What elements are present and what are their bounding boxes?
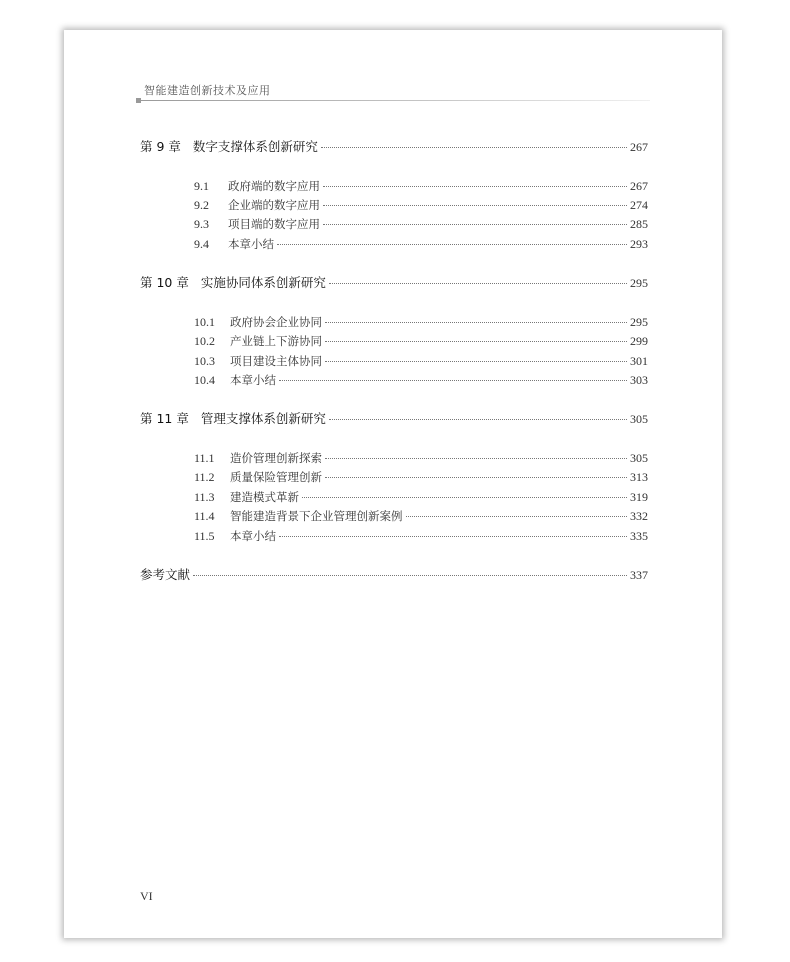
page-number: 335 — [630, 529, 648, 543]
section-number: 11.4 — [194, 509, 215, 523]
section-title: 企业端的数字应用 — [228, 198, 320, 212]
toc-section-9-3[interactable] — [194, 216, 648, 232]
page-number: 267 — [630, 140, 648, 154]
section-number: 10.2 — [194, 334, 215, 348]
dot-leader — [325, 341, 627, 342]
page-number: 295 — [630, 276, 648, 290]
toc-section-10-3[interactable] — [194, 353, 648, 369]
dot-leader — [329, 419, 627, 420]
page-number: 285 — [630, 217, 648, 231]
section-title: 造价管理创新探索 — [230, 451, 322, 465]
page-number: 267 — [630, 179, 648, 193]
section-number: 11.5 — [194, 529, 215, 543]
toc-section-10-4[interactable] — [194, 372, 648, 388]
dot-leader — [323, 186, 627, 187]
page-number: 303 — [630, 373, 648, 387]
dot-leader — [277, 244, 627, 245]
dot-leader — [279, 380, 627, 381]
toc-section-9-4[interactable] — [194, 236, 648, 252]
page-number: 299 — [630, 334, 648, 348]
chapter-number: 第 10 章 — [140, 275, 189, 290]
dot-leader — [323, 205, 627, 206]
section-title: 本章小结 — [228, 237, 274, 251]
chapter-title: 数字支撑体系创新研究 — [192, 139, 318, 154]
dot-leader — [406, 516, 628, 517]
section-title: 本章小结 — [230, 529, 276, 543]
section-number: 11.2 — [194, 470, 215, 484]
section-title: 质量保险管理创新 — [230, 470, 322, 484]
toc-section-11-3[interactable] — [194, 489, 648, 505]
page-number: 313 — [630, 470, 648, 484]
page-number: 305 — [630, 451, 648, 465]
toc-chapter-9[interactable] — [140, 139, 648, 155]
chapter-title: 实施协同体系创新研究 — [200, 275, 326, 290]
toc-section-9-2[interactable] — [194, 197, 648, 213]
page-number: 274 — [630, 198, 648, 212]
section-number: 9.4 — [194, 237, 209, 251]
toc-section-10-1[interactable] — [194, 314, 648, 330]
dot-leader — [321, 147, 627, 148]
page-number: 332 — [630, 509, 648, 523]
toc-section-11-1[interactable] — [194, 450, 648, 466]
section-number: 11.3 — [194, 490, 215, 504]
section-number: 10.4 — [194, 373, 215, 387]
running-head-rule — [138, 100, 650, 101]
page-number: 337 — [630, 568, 648, 582]
dot-leader — [193, 575, 627, 576]
dot-leader — [323, 224, 627, 225]
section-title: 产业链上下游协同 — [230, 334, 322, 348]
dot-leader — [325, 477, 627, 478]
chapter-number: 第 11 章 — [140, 411, 189, 426]
page-number: 305 — [630, 412, 648, 426]
section-number: 9.1 — [194, 179, 209, 193]
running-head: 智能建造创新技术及应用 — [144, 84, 271, 97]
page-number: 319 — [630, 490, 648, 504]
section-number: 11.1 — [194, 451, 215, 465]
dot-leader — [325, 322, 627, 323]
section-number: 10.3 — [194, 354, 215, 368]
toc-section-10-2[interactable] — [194, 333, 648, 349]
toc-chapter-10[interactable] — [140, 275, 648, 291]
dot-leader — [279, 536, 627, 537]
page-number: 295 — [630, 315, 648, 329]
section-number: 10.1 — [194, 315, 215, 329]
toc-chapter-11[interactable] — [140, 411, 648, 427]
section-title: 项目建设主体协同 — [230, 354, 322, 368]
dot-leader — [325, 458, 627, 459]
section-title: 建造模式革新 — [230, 490, 299, 504]
toc-section-9-1[interactable] — [194, 178, 648, 194]
chapter-title: 管理支撑体系创新研究 — [200, 411, 326, 426]
dot-leader — [302, 497, 627, 498]
section-title: 项目端的数字应用 — [228, 217, 320, 231]
section-number: 9.2 — [194, 198, 209, 212]
toc-section-11-2[interactable] — [194, 469, 648, 485]
page-number: 293 — [630, 237, 648, 251]
section-title: 智能建造背景下企业管理创新案例 — [230, 509, 403, 523]
section-title: 本章小结 — [230, 373, 276, 387]
folio-page-number: VI — [140, 889, 153, 903]
chapter-number: 第 9 章 — [140, 139, 181, 154]
toc-section-11-5[interactable] — [194, 528, 648, 544]
toc-section-11-4[interactable] — [194, 508, 648, 524]
section-title: 政府端的数字应用 — [228, 179, 320, 193]
references-title: 参考文献 — [140, 567, 191, 582]
toc-references[interactable] — [140, 567, 648, 583]
page-number: 301 — [630, 354, 648, 368]
section-number: 9.3 — [194, 217, 209, 231]
dot-leader — [325, 361, 627, 362]
dot-leader — [329, 283, 627, 284]
section-title: 政府协会企业协同 — [230, 315, 322, 329]
